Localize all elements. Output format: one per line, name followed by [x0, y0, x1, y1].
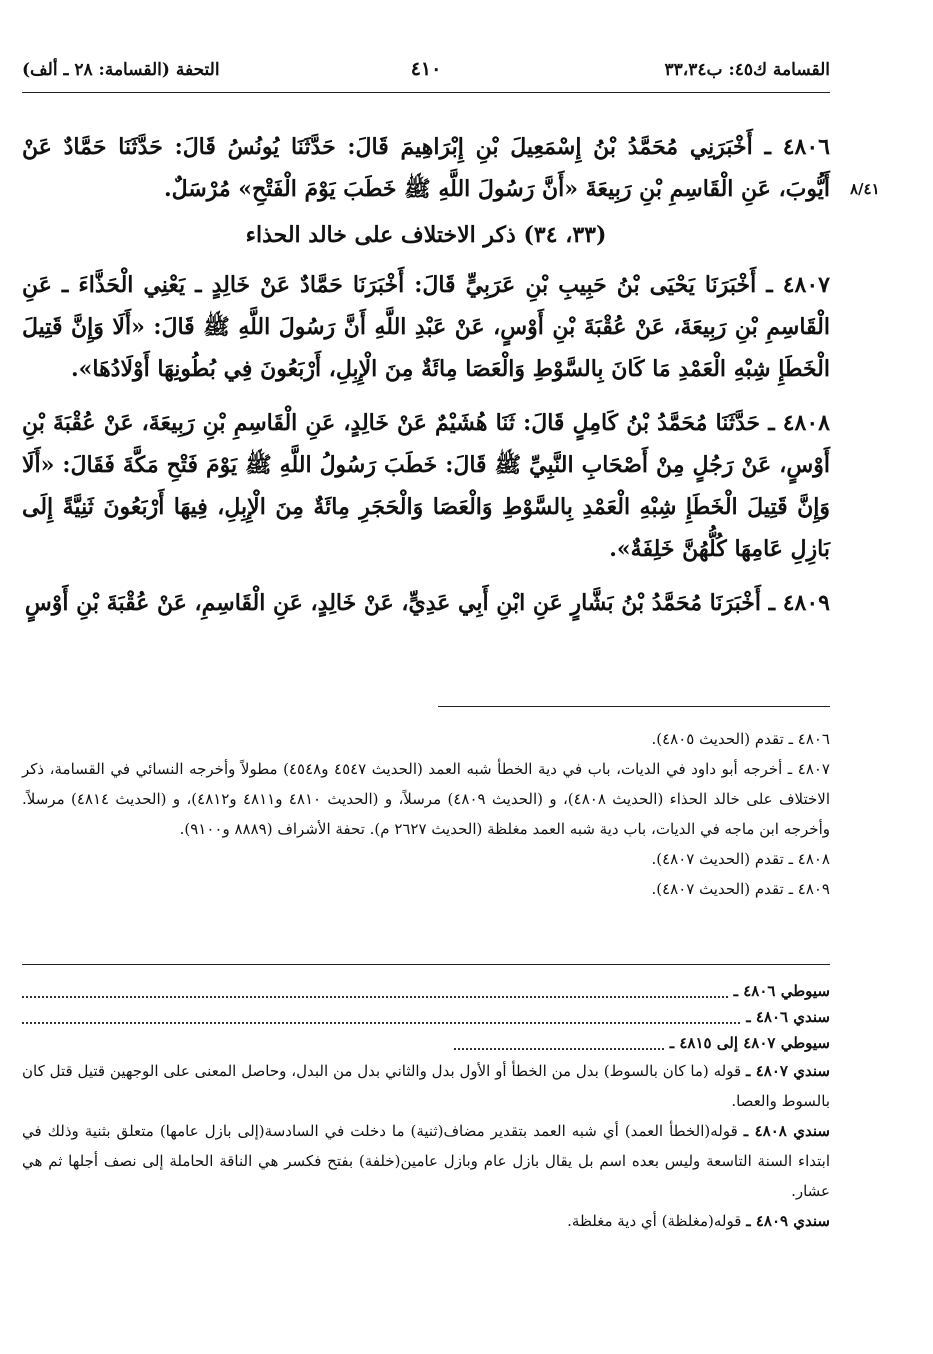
footnotes [22, 724, 830, 904]
commentary-label: سندي ٤٨٠٦ ـ [746, 1008, 830, 1026]
commentary-placeholder [22, 1030, 830, 1056]
hadith-text: أَخْبَرَنَا يَحْيَى بْنُ حَبِيبِ بْنِ عَرَبِيٍّ قَالَ: أَخْبَرَنَا حَمَّادٌ عَنْ خَالِدٍ ـ يَعْنِي الْحَذَّاءَ ـ عَنِ الْقَاسِمِ بْنِ رَبِيعَةَ، عَنْ عُقْبَةَ بْنِ أَوْسٍ، عَنْ عَبْدِ اللَّهِ أَنَّ رَسُولَ اللَّهِ ﷺ قَالَ: «أَلَا وَإِنَّ قَتِيلَ الْخَطَإِ شِبْهِ الْعَمْدِ مَا كَانَ بِالسَّوْطِ وَالْعَصَا مِائَةٌ مِنَ الْإِبِلِ، أَرْبَعُونَ فِي بُطُونِهَا أَوْلَادُهَا». [22, 272, 830, 382]
header-tuhfa-ref: التحفة (القسامة: ٢٨ ـ ألف) [22, 60, 220, 80]
dotted-leader [454, 1036, 664, 1050]
hadith-4808 [22, 402, 830, 570]
commentary-label: سندي ٤٨٠٨ ـ [743, 1122, 830, 1140]
hadith-number: ٤٨٠٦ ـ [764, 134, 830, 160]
commentary-label: سيوطي ٤٨٠٦ ـ [733, 982, 830, 1000]
commentary-note-4807 [22, 1056, 830, 1116]
footnote-4808: ٤٨٠٨ ـ تقدم (الحديث ٤٨٠٧). [651, 850, 830, 868]
margin-reference: ٨/٤١ [850, 180, 880, 198]
hadith-text: أَخْبَرَنِي مُحَمَّدُ بْنُ إِسْمَعِيلَ بْنِ إِبْرَاهِيمَ قَالَ: حَدَّثَنَا يُونُسُ قَالَ: حَدَّثَنَا حَمَّادٌ عَنْ أَيُّوبَ، عَنِ الْقَاسِمِ بْنِ رَبِيعَةَ «أَنَّ رَسُولَ اللَّهِ ﷺ خَطَبَ يَوْمَ الْفَتْحِ» مُرْسَلٌ. [22, 134, 830, 202]
dotted-leader [22, 1010, 740, 1024]
dotted-leader [22, 984, 728, 998]
page-number: ٤١٠ [410, 58, 442, 80]
main-text [22, 126, 830, 636]
commentary [22, 978, 830, 1236]
section-heading: (٣٣، ٣٤) ذكر الاختلاف على خالد الحذاء [245, 222, 607, 248]
commentary-note-4808 [22, 1116, 830, 1206]
commentary-placeholder [22, 978, 830, 1004]
commentary-note-4809 [22, 1206, 830, 1236]
header-divider [22, 92, 830, 93]
commentary-text: قوله(مغلظة) أي دية مغلظة. [567, 1212, 742, 1230]
footnote-divider [438, 706, 830, 707]
footnote-4807: ٤٨٠٧ ـ أخرجه أبو داود في الديات، باب في دية الخطأ شبه العمد (الحديث ٤٥٤٧ و٤٥٤٨) مطولاً وأخرجه النسائي في القسامة، ذكر الاختلاف على خالد الحذاء (الحديث ٤٨٠٨)، و (الحديث ٤٨٠٩) مرسلاً، و (الحديث ٤٨١٠ و٤٨١١ و٤٨١٢)، و (الحديث ٤٨١٤) مرسلاً. وأخرجه ابن ماجه في الديات، باب دية شبه العمد مغلظة (الحديث ٢٦٢٧ م). تحفة الأشراف (٨٨٨٩ و٩١٠٠). [22, 760, 830, 838]
hadith-number: ٤٨٠٧ ـ [766, 272, 830, 298]
commentary-label: سندي ٤٨٠٩ ـ [746, 1212, 830, 1230]
hadith-4806 [22, 126, 830, 210]
footnote-4809: ٤٨٠٩ ـ تقدم (الحديث ٤٨٠٧). [651, 880, 830, 898]
running-header [22, 56, 830, 88]
commentary-text: قوله(الخطأ العمد) أي شبه العمد بتقدير مضاف(ثنية) ما دخلت في السادسة(إلى بازل عامها) متعلق بثنية وذلك في ابتداء السنة التاسعة وليس بعده اسم بل يقال بازل عام وبازل عامين(خلفة) بفتح فكسر هي الناقة الحاملة إلى نصف أجلها ثم هي عشار. [22, 1122, 830, 1200]
commentary-placeholder [22, 1004, 830, 1030]
hadith-text: أَخْبَرَنَا مُحَمَّدُ بْنُ بَشَّارٍ عَنِ ابْنِ أَبِي عَدِيٍّ، عَنْ خَالِدٍ، عَنِ الْقَاسِمِ، عَنْ عُقْبَةَ بْنِ أَوْسٍ [24, 590, 761, 616]
commentary-label: سيوطي ٤٨٠٧ إلى ٤٨١٥ ـ [669, 1034, 830, 1052]
hadith-4809 [22, 582, 830, 624]
hadith-number: ٤٨٠٩ ـ [768, 590, 830, 616]
commentary-label: سندي ٤٨٠٧ ـ [746, 1062, 830, 1080]
footnote-4806: ٤٨٠٦ ـ تقدم (الحديث ٤٨٠٥). [651, 730, 830, 748]
hadith-text: حَدَّثَنَا مُحَمَّدُ بْنُ كَامِلٍ قَالَ: ثَنَا هُشَيْمٌ عَنْ خَالِدٍ، عَنِ الْقَاسِمِ بْنِ رَبِيعَةَ، عَنْ عُقْبَةَ بْنِ أَوْسٍ، عَنْ رَجُلٍ مِنْ أَصْحَابِ النَّبِيِّ ﷺ قَالَ: خَطَبَ رَسُولُ اللَّهِ ﷺ يَوْمَ فَتْحِ مَكَّةَ فَقَالَ: «أَلَا وَإِنَّ قَتِيلَ الْخَطَإِ شِبْهِ الْعَمْدِ بِالسَّوْطِ وَالْعَصَا وَالْحَجَرِ مِائَةٌ مِنَ الْإِبِلِ، فِيهَا أَرْبَعُونَ ثَنِيَّةً إِلَى بَازِلِ عَامِهَا كُلُّهُنَّ خَلِفَةٌ». [22, 410, 830, 562]
commentary-text: قوله (ما كان بالسوط) بدل من الخطأ أو الأول بدل والثاني بدل من البدل، وحاصل المعنى على الوجهين قتيل قتل كان بالسوط والعصا. [22, 1062, 830, 1110]
hadith-number: ٤٨٠٨ ـ [768, 410, 830, 436]
commentary-divider [22, 964, 830, 965]
header-chapter-ref: القسامة ك٤٥: ب٣٣،٣٤ [664, 60, 830, 80]
hadith-4807 [22, 264, 830, 390]
